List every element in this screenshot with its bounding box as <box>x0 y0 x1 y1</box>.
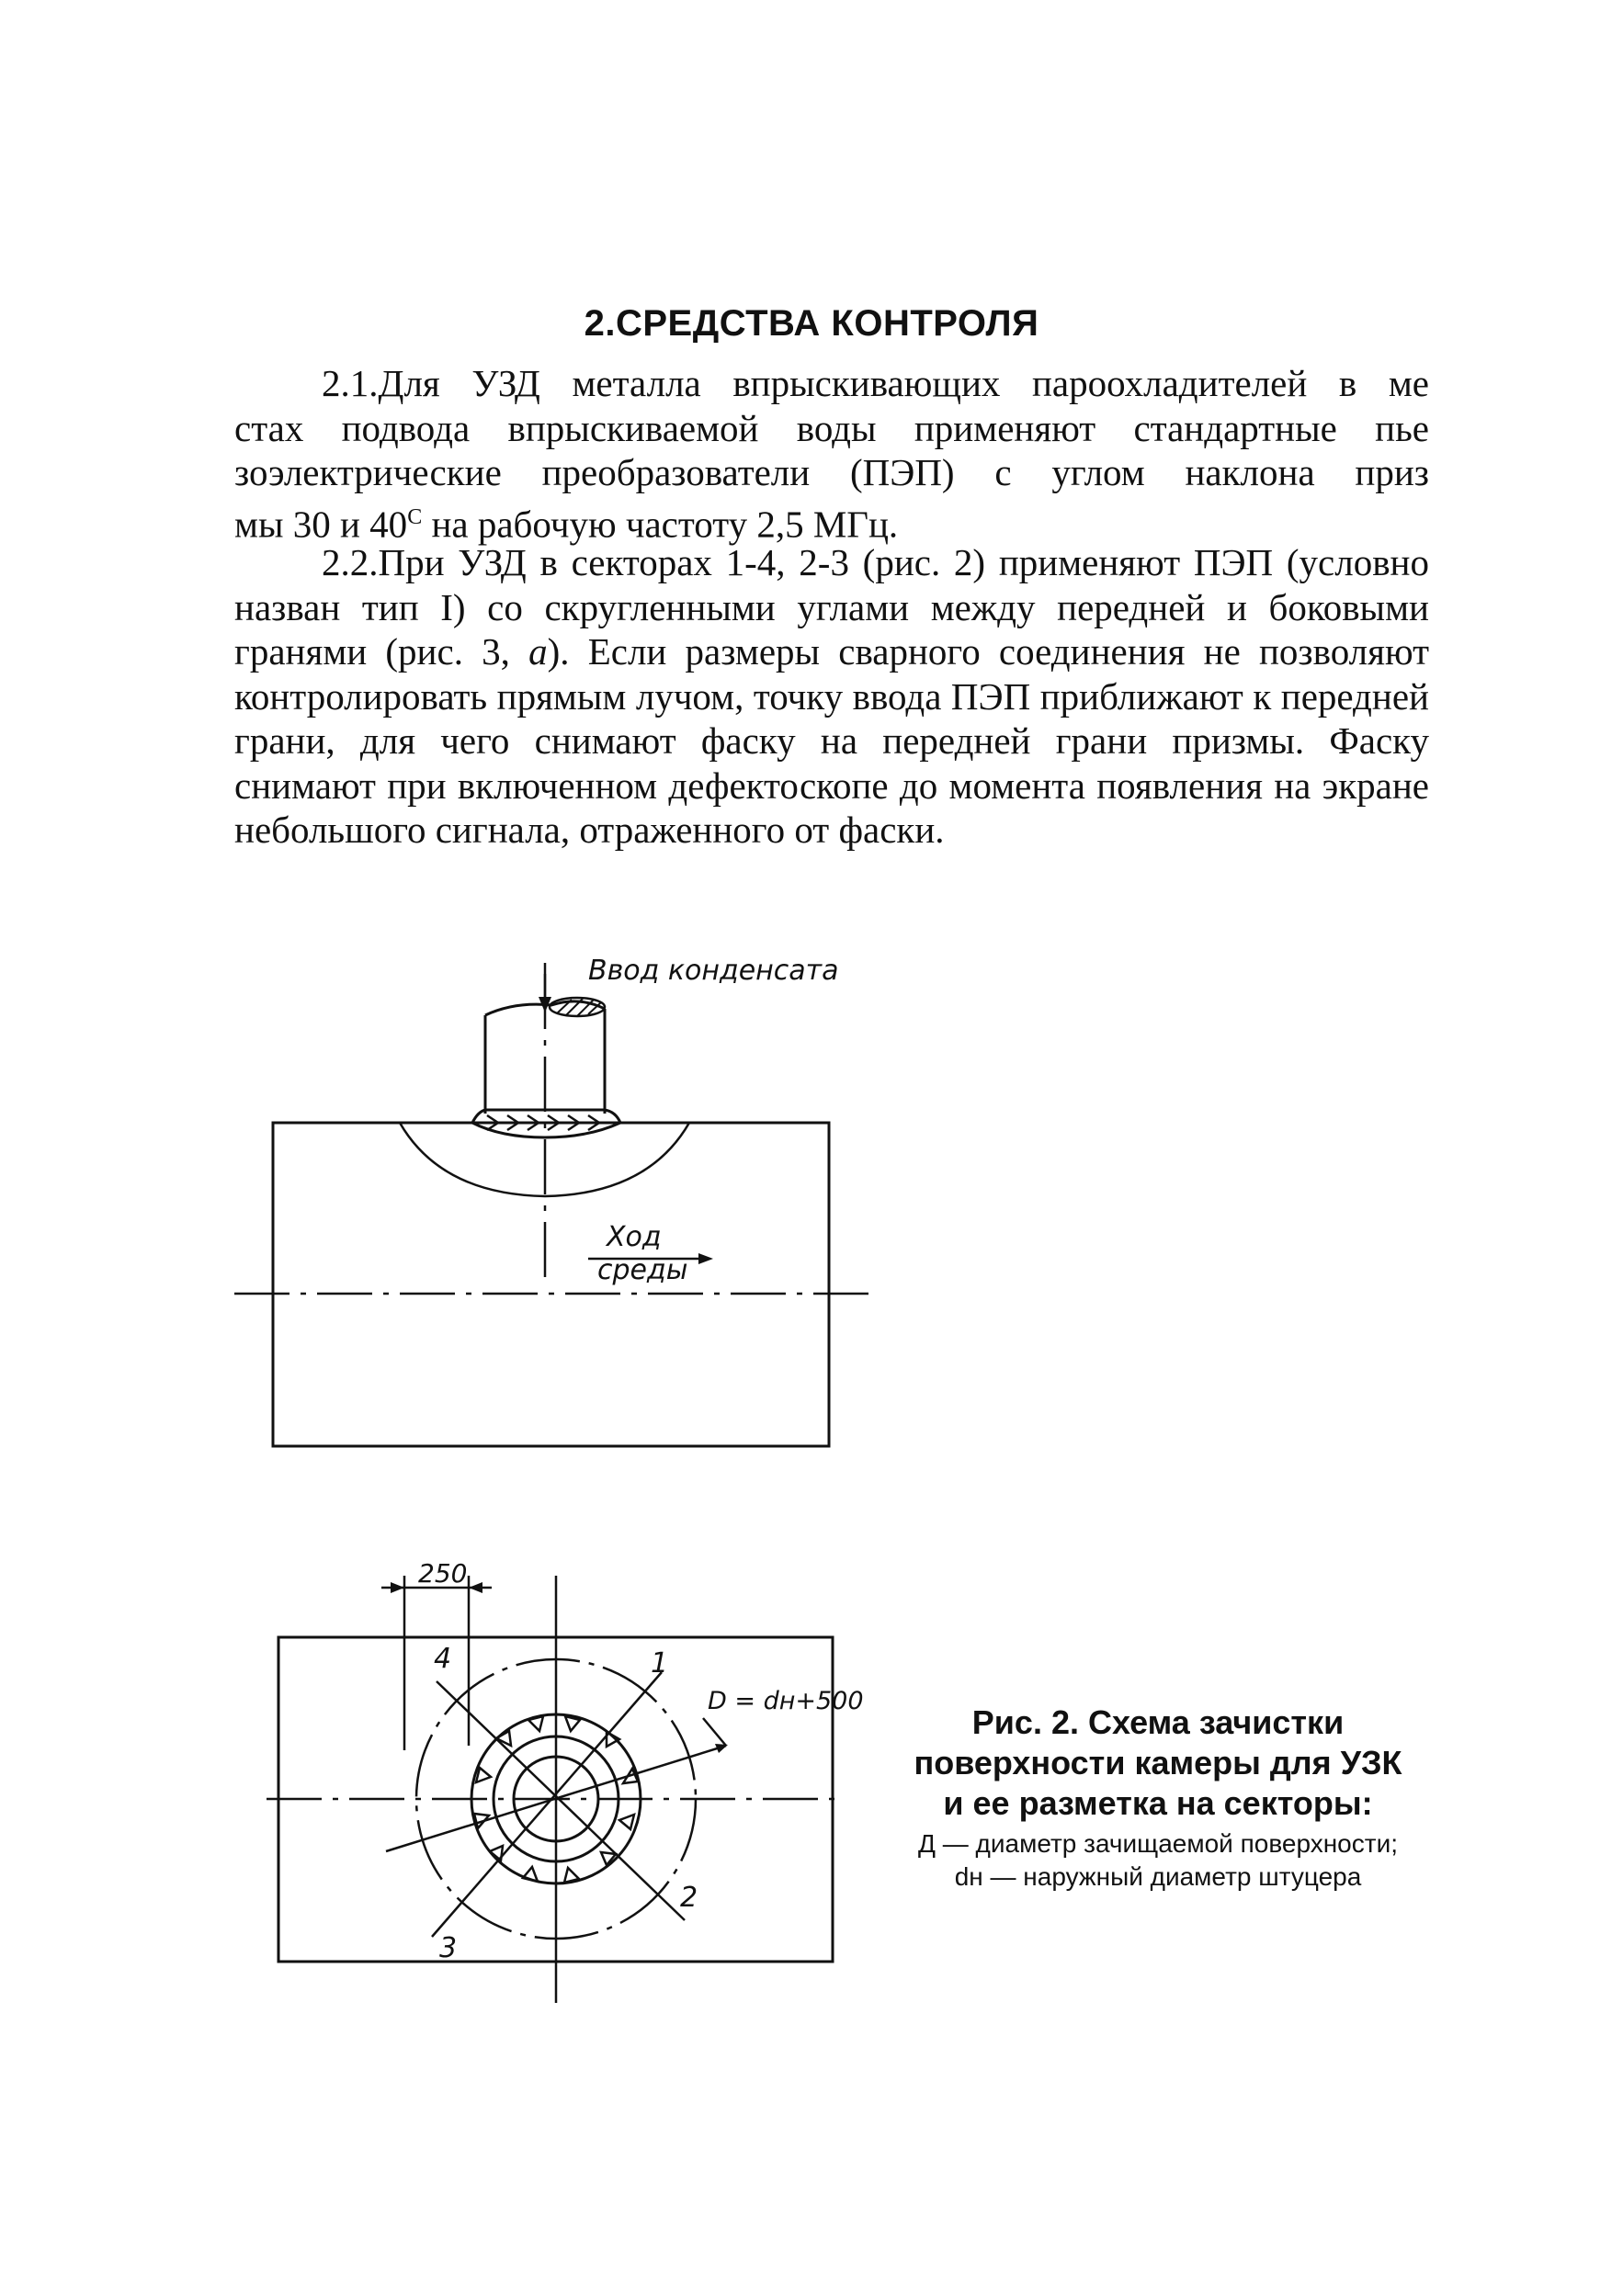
diameter-leader <box>703 1718 726 1746</box>
paragraph-2-2-italic: а <box>528 630 548 673</box>
paragraph-2-2-text-end: ). Если размеры сварного соединения не позволяют контролировать прямым лучом, точку ввода ПЭП приближают к передней грани, для чего снимают фаску на передней грани призмы. Фаску снимают при включенном дефектоскопе до момента появления на экране небольшого сигнала, отраженного от фаски. <box>234 630 1429 851</box>
paragraph-2-1-line-1: 2.1.Для УЗД металла впрыскивающих пароохладителей в ме <box>322 362 1429 404</box>
label-inlet: Ввод конденсата <box>588 955 839 987</box>
caption-line-2: поверхности камеры для УЗК <box>914 1744 1402 1781</box>
label-flow-1: Ход <box>607 1221 662 1253</box>
diameter-arrow <box>715 1744 728 1753</box>
section-heading: 2.СРЕДСТВА КОНТРОЛЯ <box>584 303 1039 344</box>
label-dim-D: D = dн+500 <box>708 1687 864 1715</box>
dim-arrow-right <box>469 1582 482 1593</box>
label-sector-3: 3 <box>439 1932 458 1964</box>
paragraph-2-2-text-start: 2.2.При УЗД в секторах 1-4, 2-3 (рис. 2) применяют ПЭП (условно назван тип I) со скругленными углами между передней и боковыми гранями (рис. 3, <box>234 541 1429 673</box>
caption-line-3: и ее разметка на секторы: <box>943 1784 1373 1822</box>
degree-mark: С <box>407 504 423 529</box>
paragraph-2-1-line-4-end: на рабочую частоту 2,5 МГц. <box>422 503 899 546</box>
sector-line-1-3 <box>432 1672 662 1937</box>
label-sector-1: 1 <box>651 1647 669 1680</box>
dim-arrow-left <box>391 1582 404 1593</box>
caption-note-2: dн — наружный диаметр штуцера <box>954 1862 1362 1891</box>
caption-note-1: Д — диаметр зачищаемой поверхности; <box>918 1829 1398 1858</box>
paragraph-2-1-line-3: зоэлектрические преобразователи (ПЭП) с углом наклона приз <box>234 451 1429 493</box>
paragraph-2-1-line-4-start: мы 30 и 40 <box>234 503 408 546</box>
label-sector-2: 2 <box>680 1882 698 1914</box>
label-flow-2: среды <box>597 1254 688 1286</box>
caption-line-1: Рис. 2. Схема зачистки <box>971 1703 1345 1741</box>
figure-caption <box>855 1702 1461 1894</box>
paragraph-2-1-line-2: стах подвода впрыскиваемой воды применяют стандартные пье <box>234 406 1429 449</box>
label-dim-250: 250 <box>418 1558 468 1589</box>
label-sector-4: 4 <box>434 1643 452 1675</box>
